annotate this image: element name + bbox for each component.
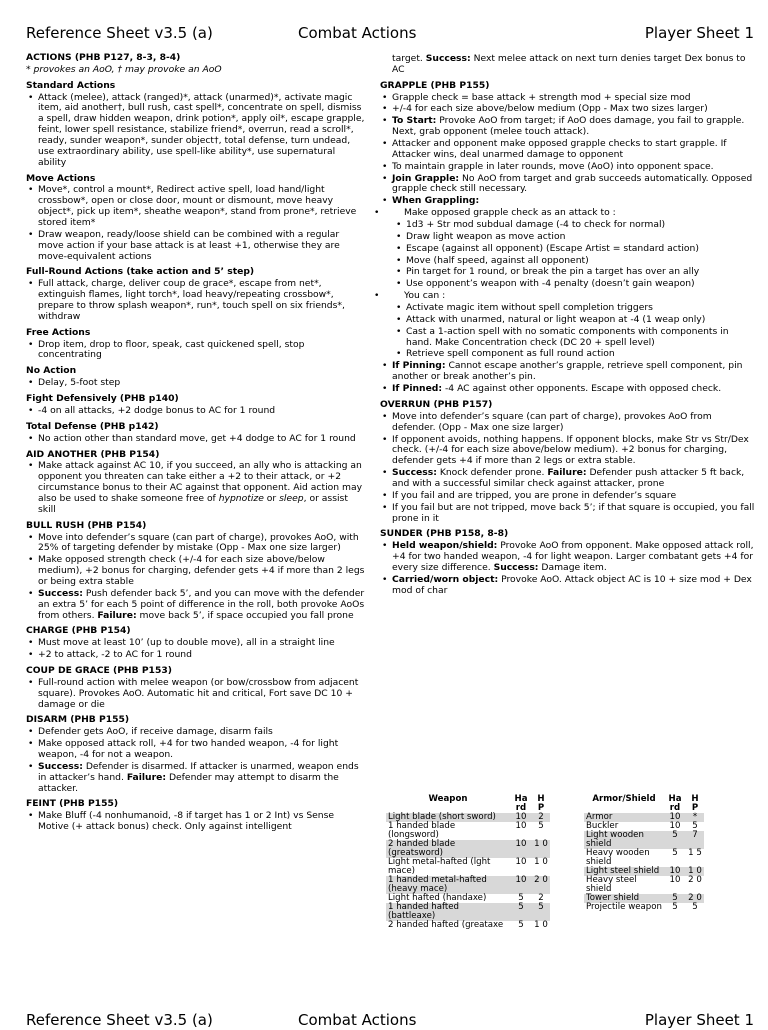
move-title: Move Actions (26, 172, 96, 184)
table-cell: 1 handed metal-hafted (heavy mace) (386, 876, 510, 894)
feint-continued (380, 54, 756, 76)
right-column (380, 54, 756, 598)
header-center: Combat Actions (298, 24, 417, 42)
pinned-text: -4 AC against other opponents. Escape with opposed check. (442, 383, 722, 395)
table-row (386, 921, 550, 930)
list-item: • Retrieve spell component as full round action (406, 349, 756, 360)
list-item: • Make opposed strength check (+/-4 for each size above/below medium), +2 bonus for charging, defender gets +4 if more than 2 legs or being extra stable (38, 555, 366, 588)
table-cell: Light wooden shield (584, 831, 664, 849)
aid-hypnotize: hypnotize (218, 492, 264, 504)
pinning-label: If Pinning: (392, 360, 446, 372)
table-cell: 1 0 (534, 920, 548, 931)
totaldef-title: Total Defense (PHB p142) (26, 420, 159, 432)
table-cell: 1 0 (534, 857, 548, 868)
table-cell: Light hafted (handaxe) (388, 893, 487, 904)
totaldef-list (26, 434, 366, 445)
list-item: • Attacker and opponent make opposed grapple checks to start grapple. If Attacker wins, deal unarmed damage to opponent (392, 139, 756, 161)
table-cell: 10 (669, 821, 681, 832)
success-label: Success: (425, 53, 471, 64)
table-cell: 10 (510, 813, 532, 822)
sunder-title: SUNDER (PHB P158, 8-8) (380, 528, 509, 540)
list-item: • Must move at least 10’ (up to double move), all in a straight line (38, 638, 366, 649)
table-row (584, 849, 704, 867)
list-item: • +2 to attack, -2 to AC for 1 round (38, 650, 366, 661)
coup-title: COUP DE GRACE (PHB P153) (26, 664, 172, 676)
fullround-title: Full-Round Actions (take action and 5’ step) (26, 266, 255, 278)
list-item (392, 361, 756, 383)
list-item (392, 575, 756, 597)
move-list (26, 185, 366, 262)
coup-list (26, 678, 366, 711)
youcan-list (380, 303, 756, 360)
fightdef-list (26, 406, 366, 417)
table-cell: 5 (692, 902, 698, 913)
carried-label: Carried/worn object: (392, 573, 499, 585)
list-item: • Drop item, drop to floor, speak, cast quickened spell, stop concentrating (38, 340, 366, 362)
table-cell: 5 (672, 902, 678, 913)
table-cell: 5 (518, 893, 524, 904)
list-item: • If opponent avoids, nothing happens. If opponent blocks, make Str vs Str/Dex check. (+/-4 for each size above/below medium). +2 bonus for charging, defender gets +4 if more than 2 legs or extra stable. (392, 435, 756, 468)
table-cell: Light steel shield (584, 867, 664, 876)
list-item: • -4 on all attacks, +2 dodge bonus to AC for 1 round (38, 406, 366, 417)
standard-list (26, 93, 366, 169)
table-cell: 5 (664, 894, 686, 903)
charge-title: CHARGE (PHB P154) (26, 625, 131, 637)
pinning-text: Cannot escape another’s grapple, retrieve spell component, pin another or break another’s pin. (392, 360, 743, 383)
failure-label: Failure: (97, 609, 137, 621)
table-cell: 2 0 (532, 876, 550, 894)
table-cell: 10 (664, 867, 686, 876)
table-cell: 5 (538, 821, 544, 832)
disarm-list (26, 727, 366, 794)
tostart-label: To Start: (392, 115, 437, 127)
charge-list (26, 638, 366, 661)
table-cell: 2 0 (688, 875, 702, 886)
list-item: • Escape (against all opponent) (Escape Artist = standard action) (406, 244, 756, 255)
left-column (26, 53, 366, 834)
failure-text: Defender may attempt to disarm the attacker. (38, 771, 339, 794)
table-cell: 10 (669, 875, 681, 886)
list-item: • To maintain grapple in later rounds, move (AoO) into opponent space. (392, 162, 756, 173)
list-item (38, 762, 366, 795)
list-item: • Delay, 5-foot step (38, 378, 366, 389)
page-header (26, 25, 754, 47)
success-text: Knock defender prone. (436, 467, 548, 479)
success-label: Success: (38, 760, 83, 772)
table-cell: 5 (518, 920, 524, 931)
table-cell: 2 handed hafted (greataxe (388, 920, 504, 931)
standard-title: Standard Actions (26, 79, 116, 91)
grapple-list (380, 93, 756, 208)
list-item (392, 174, 756, 196)
grapple-title: GRAPPLE (PHB P155) (380, 79, 490, 91)
aid-text: Make attack against AC 10, if you succeed, an ally who is attacking an opponent you threaten can take either a +2 to their attack, or +2 circumstance bonus to their AC against that opponent. Aid action may also be used to shake someone free of (38, 460, 363, 504)
opposed-head-text: • Make opposed grapple check as an attack to : (404, 207, 616, 219)
feint-cont-rest: Next melee attack on next turn denies target Dex bonus to AC (392, 53, 746, 75)
feint-list (26, 811, 366, 833)
held-label: Held weapon/shield: (392, 540, 498, 552)
table-row (584, 876, 704, 894)
list-item: • No action other than standard move, get +4 dodge to AC for 1 round (38, 434, 366, 445)
actions-title: ACTIONS (PHB P127, 8-3, 8-4) (26, 52, 181, 63)
bullrush-list (26, 533, 366, 622)
noaction-title: No Action (26, 365, 77, 377)
list-item: • Use opponent’s weapon with -4 penalty (doesn’t gain weapon) (406, 279, 756, 290)
youcan-heading (380, 291, 756, 302)
table-cell: Buckler (586, 821, 619, 832)
opposed-list (380, 220, 756, 290)
footer-right: Player Sheet 1 (644, 1011, 754, 1029)
list-item (392, 384, 756, 395)
list-item (392, 468, 756, 490)
carried-text: Provoke AoO. Attack object AC is 10 + size mod + Dex mod of char (392, 573, 752, 596)
list-item (38, 461, 366, 515)
table-cell: * (686, 813, 704, 822)
failure-text: move back 5’, if space occupied you fall prone (136, 609, 354, 621)
footer-center: Combat Actions (298, 1011, 417, 1029)
list-item (392, 196, 756, 207)
list-item: • Move into defender’s square (can part of charge), provokes AoO from defender. (Opp - Max one size larger) (392, 412, 756, 434)
table-row (584, 831, 704, 849)
weapon-hardness-table (386, 795, 550, 930)
table-row (584, 903, 704, 912)
fightdef-title: Fight Defensively (PHB p140) (26, 393, 179, 405)
list-item (392, 116, 756, 138)
table-cell: 2 0 (686, 894, 704, 903)
failure-text: Defender push attacker 5 ft back, and with a successful similar check against attacker, prone (392, 467, 745, 489)
bullrush-title: BULL RUSH (PHB P154) (26, 519, 147, 531)
list-item: • Full-round action with melee weapon (or bow/crossbow from adjacent square). Provokes AoO. Automatic hit and critical, Fort save DC 10 + damage or die (38, 678, 366, 711)
table-cell: 10 (515, 821, 527, 832)
aid-or: or (263, 492, 280, 504)
table-cell: 1 0 (532, 840, 550, 858)
pin-list (380, 361, 756, 395)
aid-list (26, 461, 366, 515)
table-cell: 5 (510, 903, 532, 921)
list-item: • Move*, control a mount*, Redirect active spell, load hand/light crossbow*, open or close door, mount or dismount, move heavy object*, pick up item*, sheathe weapon*, stand from prone*, retrieve stored item* (38, 185, 366, 228)
table-cell: Heavy wooden shield (586, 848, 650, 868)
table-cell: Light metal-hafted (lght mace) (388, 857, 491, 877)
free-list (26, 340, 366, 362)
failure-label: Failure: (126, 771, 167, 783)
list-item (392, 541, 756, 574)
success-text: Defender is disarmed. If attacker is unarmed, weapon ends in attacker’s hand. (38, 760, 359, 783)
table-cell: 5 (672, 848, 678, 859)
table-header: Ha rd (668, 794, 682, 814)
list-item: • Pin target for 1 round, or break the pin a target has over an ally (406, 267, 756, 278)
footer-left: Reference Sheet v3.5 (a) (26, 1011, 213, 1029)
table-cell: 7 (686, 831, 704, 849)
table-row (386, 876, 550, 894)
success-text: Push defender back 5’, and you can move with the defender an extra 5’ for each 5 point of difference in the roll, both provoke AoOs from others. (38, 587, 365, 621)
list-item: • Cast a 1-action spell with no somatic components with components in hand. Make Concentration check (DC 20 + spell level) (406, 327, 756, 349)
table-cell: 5 (692, 821, 698, 832)
table-cell: 10 (664, 813, 686, 822)
table-cell: 1 5 (688, 848, 702, 859)
table-cell: Heavy steel shield (586, 875, 637, 895)
success-label: Success: (392, 467, 437, 479)
table-cell: 5 (532, 903, 550, 921)
free-title: Free Actions (26, 326, 91, 338)
table-cell: Projectile weapon (586, 902, 662, 913)
table-header: H P (691, 794, 699, 814)
header-right: Player Sheet 1 (644, 24, 754, 42)
list-item: • Draw weapon, ready/loose shield can be combined with a regular move action if your base attack is at least +1, otherwise they are move-equivalent actions (38, 230, 366, 263)
table-header: Ha rd (514, 794, 528, 814)
table-cell: 2 handed blade (greatsword) (386, 840, 510, 858)
list-item: • Defender gets AoO, if receive damage, disarm fails (38, 727, 366, 738)
list-item: • Move into defender’s square (can part of charge), provokes AoO, with 25% of targeting defender by mistake (Opp - Max one size larger) (38, 533, 366, 555)
table-header: Weapon (428, 794, 468, 804)
opposed-heading (380, 208, 756, 219)
when-label: When Grappling: (392, 195, 480, 207)
table-row (386, 858, 550, 876)
list-item: • Attack (melee), attack (ranged)*, attack (unarmed)*, activate magic item, aid another†, bull rush, cast spell*, concentrate on spell, dismiss a spell, draw hidden weapon, drink potion*, apply oil*, escape grapple, feint, lower spell resistance, stabilize friend*, overrun, read a scroll*, ready, sunder weapon*, sunder object†, total defense, turn undead, use extraordinary ability, use spell-like ability*, use supernatural ability (38, 93, 366, 169)
list-item: • If you fail but are not tripped, move back 5’; if that square is occupied, you fall prone in it (392, 503, 756, 525)
table-cell: 10 (515, 857, 527, 868)
pinned-label: If Pinned: (392, 383, 443, 395)
table-row (386, 840, 550, 858)
table-cell: Armor (584, 813, 664, 822)
list-item: • Attack with unarmed, natural or light weapon at -4 (1 weap only) (406, 315, 756, 326)
list-item: • Make opposed attack roll, +4 for two handed weapon, -4 for light weapon, -4 for not a weapon. (38, 739, 366, 761)
fullround-list (26, 279, 366, 322)
feint-title: FEINT (PHB P155) (26, 798, 119, 810)
list-item: • 1d3 + Str mod subdual damage (-4 to check for normal) (406, 220, 756, 231)
list-item: • Activate magic item without spell completion triggers (406, 303, 756, 314)
noaction-list (26, 378, 366, 389)
list-item: • If you fail and are tripped, you are prone in defender’s square (392, 491, 756, 502)
table-cell: 1 handed hafted (battleaxe) (386, 903, 510, 921)
join-label: Join Grapple: (392, 172, 460, 184)
table-cell: 1 0 (686, 867, 704, 876)
list-item: • Grapple check = base attack + strength mod + special size mod (392, 93, 756, 104)
table-cell: 2 (538, 893, 544, 904)
table-cell: 1 handed blade (longsword) (388, 821, 456, 841)
failure-label: Failure: (547, 467, 587, 479)
aid-title: AID ANOTHER (PHB P154) (26, 448, 160, 460)
table-cell: Light blade (short sword) (386, 813, 510, 822)
aid-text-end: , or assist skill (38, 492, 348, 515)
table-header: Armor/Shield (592, 794, 656, 804)
list-item: • +/-4 for each size above/below medium (Opp - Max two sizes larger) (392, 104, 756, 115)
youcan-head-text: • You can : (404, 290, 446, 302)
table-row (386, 903, 550, 921)
disarm-title: DISARM (PHB P155) (26, 714, 130, 726)
sunder-list (380, 541, 756, 596)
overrun-title: OVERRUN (PHB P157) (380, 398, 493, 410)
table-cell: 10 (510, 876, 532, 894)
table-row (386, 822, 550, 840)
overrun-list (380, 412, 756, 525)
actions-subtitle: * provokes an AoO, † may provoke an AoO (26, 63, 222, 75)
aid-sleep: sleep (279, 492, 304, 504)
table-cell: 2 (532, 813, 550, 822)
list-item: • Draw light weapon as move action (406, 232, 756, 243)
success-label: Success: (38, 587, 83, 599)
list-item: • Full attack, charge, deliver coup de grace*, escape from net*, extinguish flames, light torch*, load heavy/repeating crossbow*, prepare to throw splash weapon*, run*, touch spell on six friends*, withdraw (38, 279, 366, 322)
success-label: Success: (493, 561, 539, 573)
tostart-text: Provoke AoO from target; if AoO does damage, you fail to grapple. Next, grab opponent (melee touch attack). (392, 115, 745, 138)
list-item (38, 589, 366, 622)
feint-cont-text: target. (392, 53, 426, 64)
table-header: H P (537, 794, 545, 814)
page-footer (26, 1012, 754, 1028)
table-cell: Tower shield (584, 894, 664, 903)
held-text: Provoke AoO from opponent. Make opposed attack roll, +4 for two handed weapon, -4 for light weapon. Larger combatant gets +4 for every size difference. (392, 540, 754, 573)
armor-hardness-table (584, 795, 704, 912)
join-text: No AoO from target and grab succeeds automatically. Opposed grapple check still necessary. (392, 172, 753, 195)
list-item: • Move (half speed, against all opponent) (406, 256, 756, 267)
table-cell: 5 (664, 831, 686, 849)
table-cell: 10 (510, 840, 532, 858)
list-item: • Make Bluff (-4 nonhumanoid, -8 if target has 1 or 2 Int) vs Sense Motive (+ attack bonus) check. Only against intelligent (38, 811, 366, 833)
success-text: Damage item. (538, 561, 607, 573)
header-left: Reference Sheet v3.5 (a) (26, 24, 213, 42)
